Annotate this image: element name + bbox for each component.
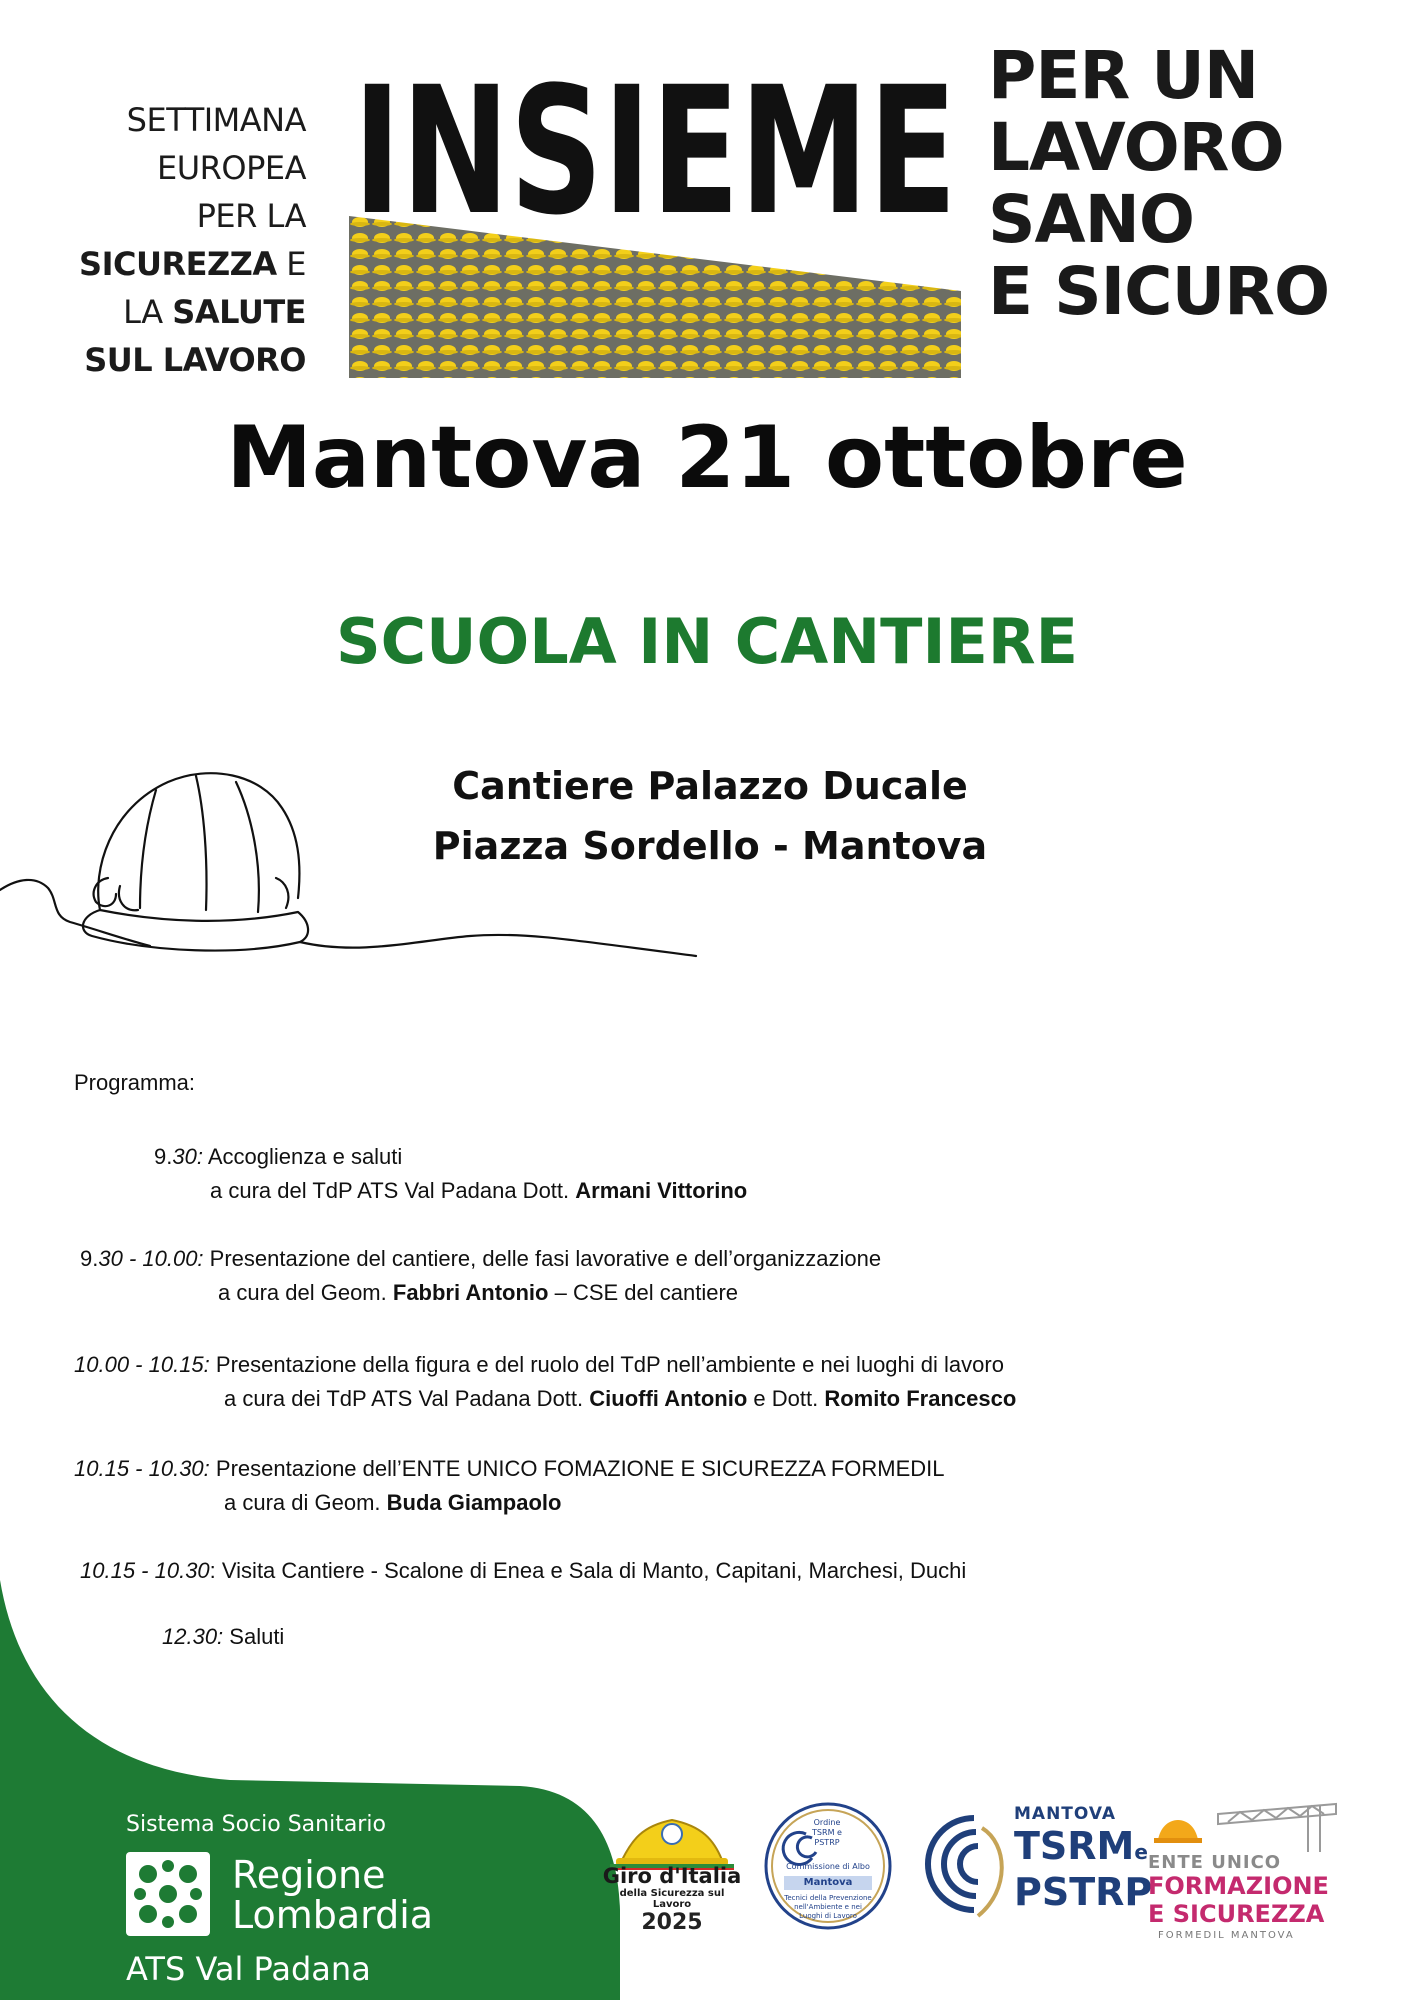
venue	[380, 756, 1040, 876]
tagline-text: E	[276, 245, 306, 283]
giro-year: 2025	[641, 1910, 703, 1935]
program-item	[0, 1348, 1200, 1416]
item-time: 30:	[172, 1144, 203, 1169]
footer-green-shape	[0, 1580, 620, 2000]
ordine-line: TSRM e	[812, 1828, 842, 1837]
item-desc: Presentazione dell’ENTE UNICO FOMAZIONE E SICUREZZA FORMEDIL	[209, 1456, 945, 1481]
tagline-text: PER LA	[196, 197, 306, 235]
tagline-bold: SALUTE	[172, 293, 306, 331]
item-speaker: a cura del TdP ATS Val Padana Dott.	[210, 1178, 576, 1203]
tagline-line	[40, 240, 306, 288]
tsrm-arc-icon	[918, 1804, 1014, 1924]
program-item	[0, 1452, 1200, 1520]
insieme-logo	[349, 36, 961, 378]
item-speaker: e Dott.	[747, 1386, 825, 1411]
tagline-text: EUROPEA	[157, 149, 306, 187]
item-speaker-name: Romito Francesco	[824, 1386, 1017, 1411]
tagline-line	[40, 96, 306, 144]
program-item	[0, 1140, 1200, 1208]
item-time: 9.	[154, 1144, 173, 1169]
giro-subtitle: della Sicurezza sul Lavoro	[619, 1888, 725, 1910]
item-desc: Accoglienza e saluti	[202, 1144, 403, 1169]
item-speaker-name: Ciuoffi Antonio	[589, 1386, 748, 1411]
insieme-wordmark: INSIEME	[353, 49, 957, 254]
regione-name-line: Lombardia	[232, 1893, 434, 1937]
ats-label: ATS Val Padana	[126, 1950, 371, 1988]
venue-address: Piazza Sordello - Mantova	[432, 824, 988, 868]
ordine-line: PSTRP	[814, 1838, 840, 1847]
tagline-line	[40, 336, 306, 384]
item-speaker-name: Buda Giampaolo	[386, 1490, 562, 1515]
campaign-tagline-right	[988, 37, 1388, 330]
campaign-tagline-left	[40, 96, 306, 384]
ordine-desc: Luoghi di Lavoro	[799, 1912, 857, 1920]
ordine-line: Ordine	[813, 1818, 841, 1827]
item-time: 10.00 - 10.15:	[74, 1352, 210, 1377]
tagline-right-line: PER UN	[988, 37, 1259, 114]
tagline-line	[40, 192, 306, 240]
item-speaker-name: Armani Vittorino	[575, 1178, 748, 1203]
helmet-badge-icon	[602, 1800, 742, 1870]
item-speaker: – CSE del cantiere	[548, 1280, 739, 1305]
ente-line: ENTE UNICO	[1148, 1852, 1282, 1873]
ordine-commission: Commissione di Albo	[786, 1862, 870, 1871]
tsrm-conj: e	[1134, 1840, 1148, 1864]
program-heading: Programma:	[74, 1070, 196, 1095]
tagline-text: SETTIMANA	[126, 101, 306, 139]
tagline-line	[40, 144, 306, 192]
ente-title-line: E SICUREZZA	[1148, 1900, 1325, 1928]
program-item	[0, 1242, 1200, 1310]
tagline-text: LA	[123, 293, 173, 331]
ordine-desc: Tecnici della Prevenzione	[784, 1894, 872, 1902]
item-time: 9.	[80, 1246, 99, 1271]
item-speaker: a cura del Geom.	[218, 1280, 393, 1305]
giro-italia-logo	[602, 1800, 742, 1935]
tagline-line	[40, 288, 306, 336]
rosa-camuna-icon	[126, 1852, 210, 1936]
item-speaker: a cura dei TdP ATS Val Padana Dott.	[224, 1386, 590, 1411]
tsrm-title	[1014, 1826, 1152, 1912]
tagline-bold: SICUREZZA	[79, 245, 277, 283]
item-desc: Presentazione del cantiere, delle fasi lavorative e dell’organizzazione	[203, 1246, 882, 1271]
item-time: 12.30:	[162, 1624, 224, 1649]
item-time: 10.15 - 10.30:	[74, 1456, 210, 1481]
tagline-right-line: LAVORO	[988, 109, 1284, 186]
item-speaker-name: Fabbri Antonio	[392, 1280, 549, 1305]
event-subtitle: SCUOLA IN CANTIERE	[335, 605, 1078, 678]
ordine-desc: nell'Ambiente e nei	[794, 1903, 862, 1911]
tsrm-line: PSTRP	[1014, 1870, 1153, 1914]
ente-title	[1148, 1872, 1329, 1928]
event-title: Mantova 21 ottobre	[226, 408, 1188, 508]
tagline-bold: SUL LAVORO	[84, 341, 306, 379]
regione-system-label: Sistema Socio Sanitario	[126, 1812, 386, 1837]
tsrm-pstrp-logo	[918, 1800, 1153, 1930]
tsrm-line: TSRM	[1014, 1824, 1135, 1868]
item-time: 30 - 10.00:	[98, 1246, 204, 1271]
regione-name	[232, 1855, 433, 1935]
ente-unico-logo	[1148, 1800, 1348, 1941]
item-speaker: a cura di Geom.	[224, 1490, 387, 1515]
tagline-right-line: SANO	[988, 181, 1194, 258]
regione-name-line: Regione	[232, 1853, 386, 1897]
tagline-right-line: E SICURO	[988, 253, 1330, 330]
ente-footer: FORMEDIL MANTOVA	[1158, 1930, 1295, 1941]
ordine-city: Mantova	[803, 1877, 853, 1888]
item-desc: Saluti	[223, 1624, 285, 1649]
tsrm-city: MANTOVA	[1014, 1804, 1117, 1824]
item-desc: Presentazione della figura e del ruolo del TdP nell’ambiente e nei luoghi di lavoro	[209, 1352, 1004, 1377]
item-time: 10.15 - 10.30	[80, 1558, 210, 1583]
venue-name: Cantiere Palazzo Ducale	[452, 764, 968, 808]
crane-icon	[1148, 1800, 1348, 1852]
insieme-graphic	[349, 36, 961, 378]
regione-lombardia-logo	[126, 1852, 210, 1936]
item-desc: : Visita Cantiere - Scalone di Enea e Sala di Manto, Capitani, Marchesi, Duchi	[209, 1558, 967, 1583]
ente-title-line: FORMAZIONE	[1148, 1872, 1329, 1900]
ordine-tsrm-logo	[762, 1800, 894, 1930]
giro-title: Giro d'Italia	[602, 1864, 742, 1888]
